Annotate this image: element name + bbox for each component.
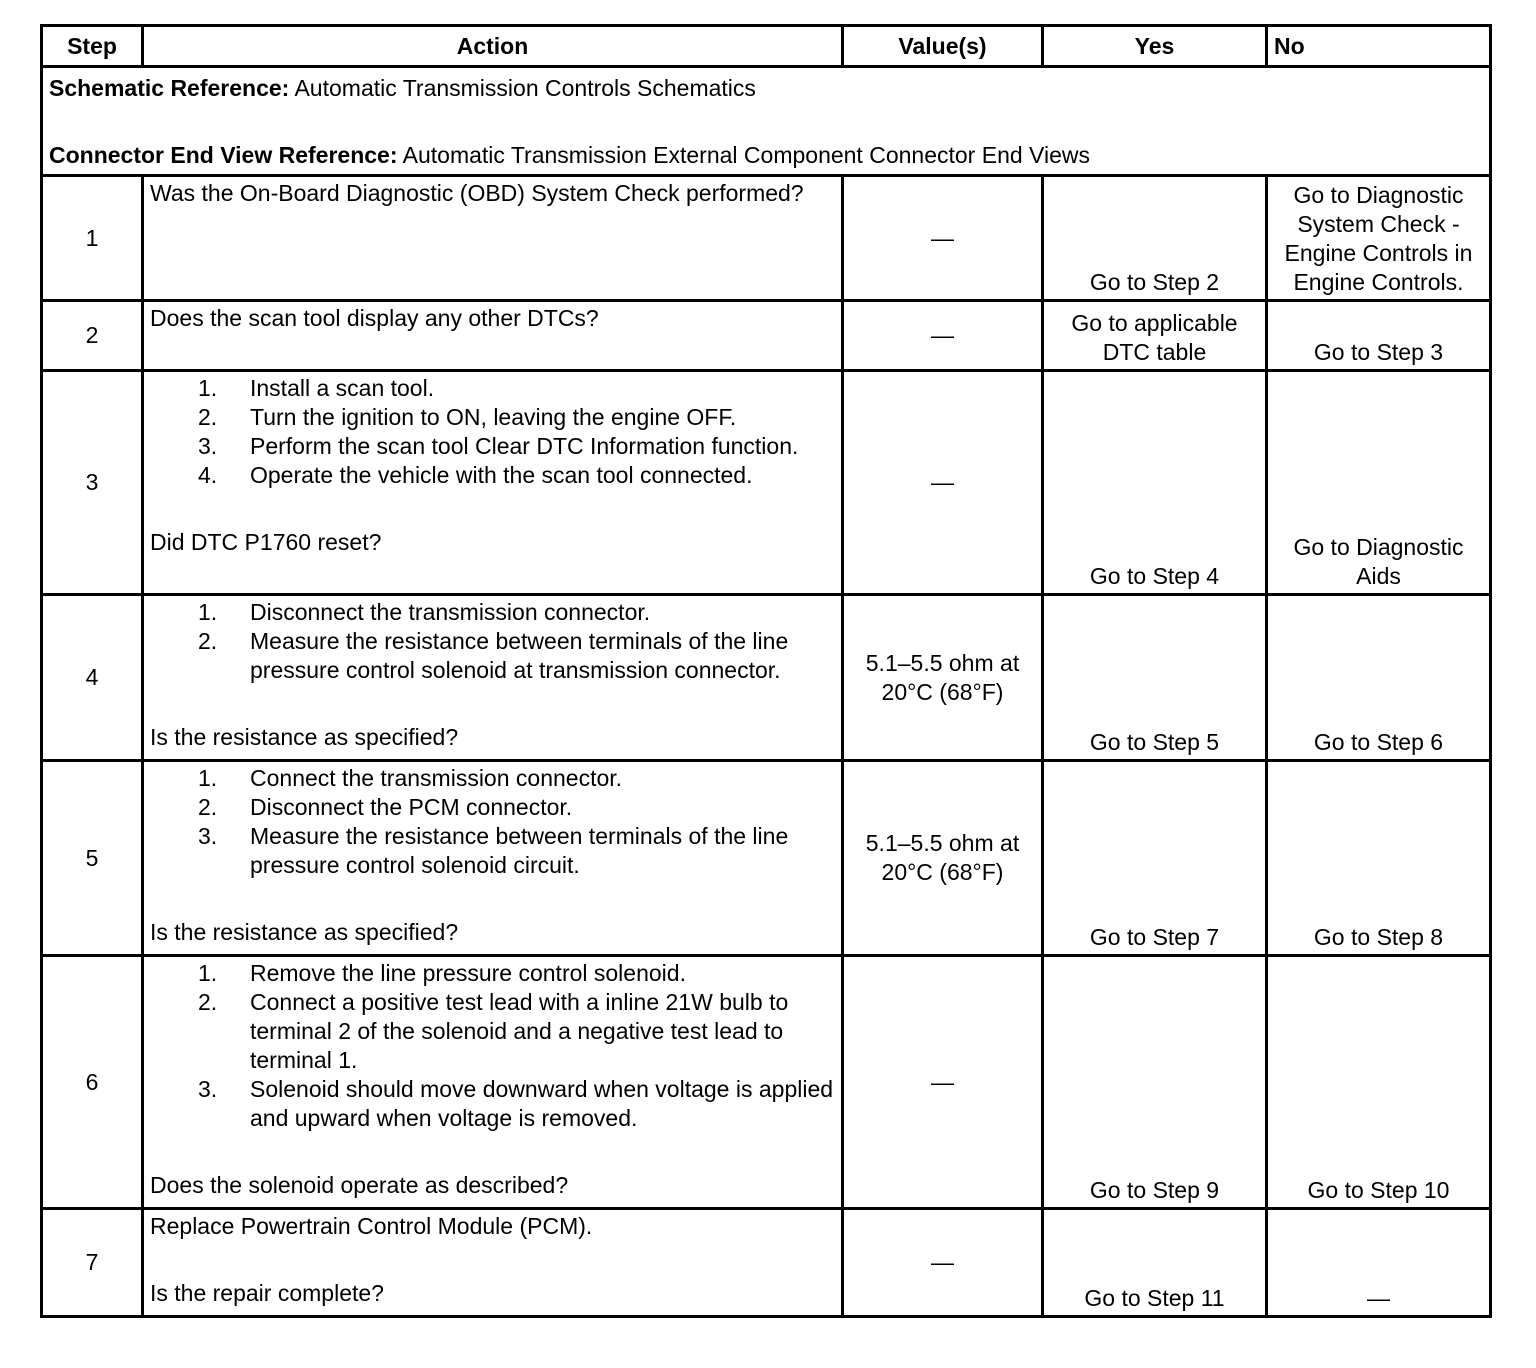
step-number: 4 [42, 595, 143, 761]
question-text: Is the resistance as specified? [150, 724, 459, 750]
action-cell [143, 301, 843, 371]
step-number: 7 [42, 1209, 143, 1317]
action-cell [143, 176, 843, 301]
instruction-list [150, 764, 835, 880]
list-item: 2. Connect a positive test lead with a inline 21W bulb to terminal 2 of the solenoid and a negative test lead to terminal 1. [198, 989, 789, 1073]
yes-cell: Go to Step 5 [1043, 595, 1267, 761]
question-text: Is the repair complete? [150, 1280, 384, 1306]
table-row [42, 371, 1491, 595]
no-cell: Go to Step 8 [1267, 761, 1491, 956]
list-item: 2. Disconnect the PCM connector. [198, 794, 573, 820]
action-cell [143, 1209, 843, 1317]
reference-row [42, 67, 1491, 176]
header-values: Value(s) [843, 26, 1043, 67]
list-item: 2. Turn the ignition to ON, leaving the engine OFF. [198, 404, 737, 430]
instruction-list [150, 598, 835, 685]
list-item: 3. Perform the scan tool Clear DTC Information function. [198, 433, 799, 459]
value-cell: 5.1–5.5 ohm at 20°C (68°F) [843, 761, 1043, 956]
reference-cell [42, 67, 1491, 176]
action-cell [143, 956, 843, 1209]
table-row [42, 301, 1491, 371]
list-item: 1. Install a scan tool. [198, 375, 435, 401]
no-cell: Go to Diagnostic System Check - Engine Controls in Engine Controls. [1267, 176, 1491, 301]
yes-cell: Go to Step 7 [1043, 761, 1267, 956]
instruction-list [150, 959, 835, 1133]
connector-reference-value: Automatic Transmission External Component Connector End Views [402, 142, 1090, 168]
connector-reference [49, 141, 1483, 170]
value-cell: — [843, 371, 1043, 595]
list-item: 1. Connect the transmission connector. [198, 765, 623, 791]
no-cell: Go to Step 3 [1267, 301, 1491, 371]
step-number: 1 [42, 176, 143, 301]
yes-cell: Go to applicable DTC table [1043, 301, 1267, 371]
action-text: Was the On-Board Diagnostic (OBD) System Check performed? [150, 180, 804, 206]
step-number: 6 [42, 956, 143, 1209]
no-cell: Go to Step 10 [1267, 956, 1491, 1209]
list-item: 1. Remove the line pressure control solenoid. [198, 960, 686, 986]
yes-cell: Go to Step 11 [1043, 1209, 1267, 1317]
action-text: Replace Powertrain Control Module (PCM). [150, 1213, 593, 1239]
list-item: 3. Measure the resistance between terminals of the line pressure control solenoid circuit. [198, 823, 789, 878]
schematic-reference-label: Schematic Reference: [49, 75, 290, 101]
list-item: 1. Disconnect the transmission connector. [198, 599, 651, 625]
question-text: Is the resistance as specified? [150, 919, 459, 945]
schematic-reference [49, 74, 1483, 103]
question-text: Did DTC P1760 reset? [150, 529, 382, 555]
yes-cell: Go to Step 2 [1043, 176, 1267, 301]
value-cell: — [843, 956, 1043, 1209]
table-row [42, 1209, 1491, 1317]
schematic-reference-value: Automatic Transmission Controls Schematics [294, 75, 756, 101]
step-number: 5 [42, 761, 143, 956]
header-row [42, 26, 1491, 67]
list-item: 4. Operate the vehicle with the scan tool connected. [198, 462, 753, 488]
table-row [42, 956, 1491, 1209]
action-cell [143, 595, 843, 761]
value-cell: — [843, 301, 1043, 371]
value-cell: — [843, 1209, 1043, 1317]
header-yes: Yes [1043, 26, 1267, 67]
table-row [42, 761, 1491, 956]
table-row [42, 595, 1491, 761]
step-number: 3 [42, 371, 143, 595]
diagnostic-table [40, 24, 1492, 1318]
connector-reference-label: Connector End View Reference: [49, 142, 398, 168]
header-action: Action [143, 26, 843, 67]
value-cell: — [843, 176, 1043, 301]
header-step: Step [42, 26, 143, 67]
step-number: 2 [42, 301, 143, 371]
yes-cell: Go to Step 9 [1043, 956, 1267, 1209]
question-text: Does the solenoid operate as described? [150, 1172, 569, 1198]
no-cell: Go to Diagnostic Aids [1267, 371, 1491, 595]
no-cell: — [1267, 1209, 1491, 1317]
no-cell: Go to Step 6 [1267, 595, 1491, 761]
action-text: Does the scan tool display any other DTCs? [150, 305, 599, 331]
table-row [42, 176, 1491, 301]
value-cell: 5.1–5.5 ohm at 20°C (68°F) [843, 595, 1043, 761]
action-cell [143, 761, 843, 956]
action-cell [143, 371, 843, 595]
instruction-list [150, 374, 835, 490]
list-item: 2. Measure the resistance between terminals of the line pressure control solenoid at transmission connector. [198, 628, 789, 683]
yes-cell: Go to Step 4 [1043, 371, 1267, 595]
header-no: No [1267, 26, 1491, 67]
list-item: 3. Solenoid should move downward when voltage is applied and upward when voltage is removed. [198, 1076, 834, 1131]
